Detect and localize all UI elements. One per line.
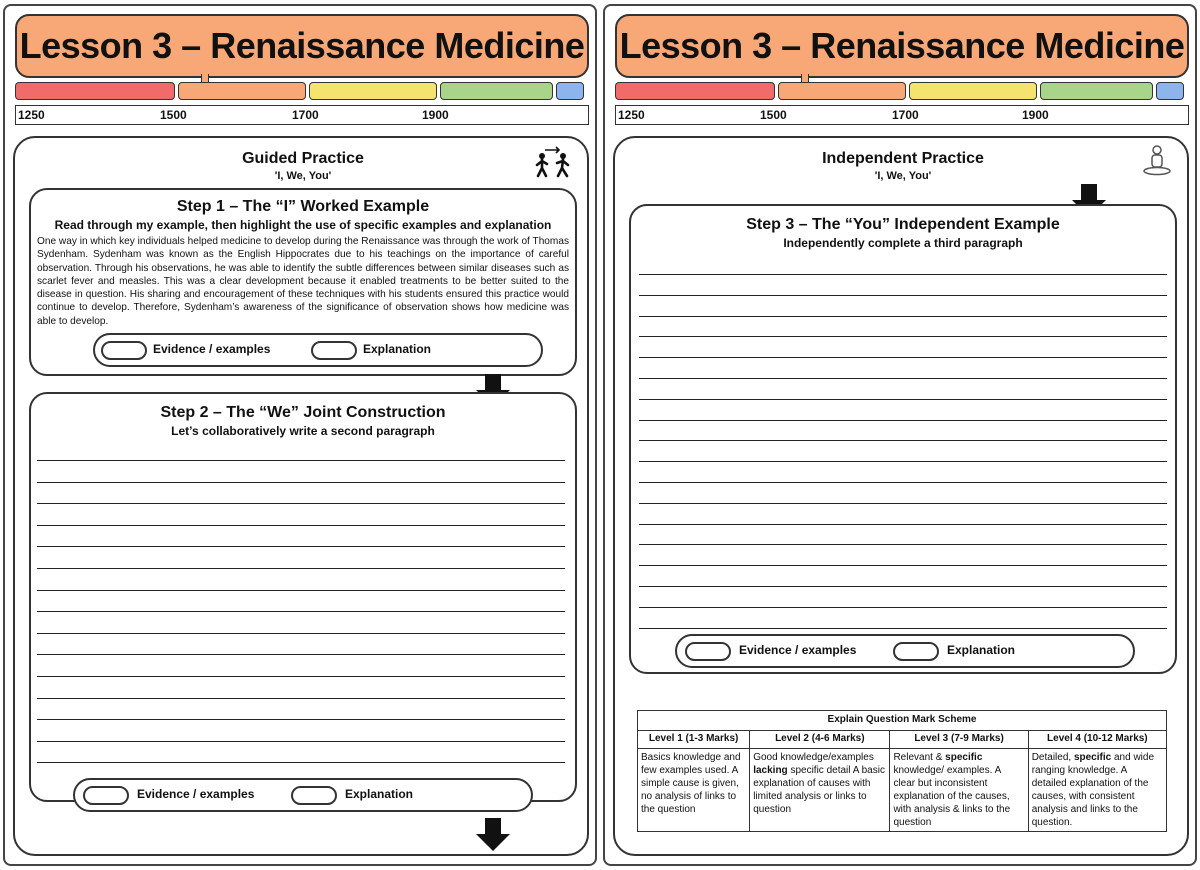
writing-line[interactable] (37, 654, 565, 655)
writing-line[interactable] (37, 460, 565, 461)
step2-title: Step 2 – The “We” Joint Construction (160, 404, 446, 421)
highlight-key (675, 634, 1135, 668)
mark-scheme-level-heading: Level 3 (7-9 Marks) (890, 731, 1028, 749)
lesson-title: Lesson 3 – Renaissance Medicine (19, 25, 585, 66)
mark-scheme-level-descriptor: Detailed, specific and wide ranging knowledge. A detailed explanation of the causes, with consistent analysis and links to the question. (1028, 749, 1166, 832)
explanation-highlight-swatch[interactable] (291, 786, 337, 805)
era-bar-yellow (909, 82, 1037, 100)
writing-line[interactable] (37, 525, 565, 526)
lesson-title-banner (615, 14, 1189, 78)
writing-line[interactable] (37, 719, 565, 720)
timeline-label: 1250 (618, 108, 645, 122)
era-bar-yellow (309, 82, 437, 100)
timeline-label: 1700 (892, 108, 919, 122)
writing-line[interactable] (639, 440, 1167, 441)
mark-scheme-level-descriptor: Relevant & specific knowledge/ examples. A clear but inconsistent explanation of the causes, with analysis & links to the question (890, 749, 1028, 832)
highlight-key (93, 333, 543, 367)
era-bar-green (1040, 82, 1153, 100)
evidence-highlight-swatch[interactable] (685, 642, 731, 661)
section-title: Independent Practice (822, 150, 984, 167)
guided-practice-panel (13, 136, 589, 856)
writing-line[interactable] (639, 524, 1167, 525)
evidence-label: Evidence / examples (153, 342, 271, 356)
writing-line[interactable] (639, 316, 1167, 317)
evidence-highlight-swatch[interactable] (101, 341, 147, 360)
mark-scheme-level-descriptor: Basics knowledge and few examples used. A simple cause is given, no analysis of links to the question (638, 749, 750, 832)
independent-practice-page (603, 4, 1197, 866)
mark-scheme-level-heading: Level 1 (1-3 Marks) (638, 731, 750, 749)
step3-independent-example (629, 204, 1177, 674)
era-bar-blue (1156, 82, 1184, 100)
writing-line[interactable] (639, 607, 1167, 608)
mark-scheme-level-heading: Level 2 (4-6 Marks) (750, 731, 890, 749)
timeline (15, 105, 589, 125)
writing-line[interactable] (639, 628, 1167, 629)
writing-line[interactable] (639, 399, 1167, 400)
writing-line[interactable] (37, 568, 565, 569)
timeline-label: 1250 (18, 108, 45, 122)
writing-line[interactable] (37, 503, 565, 504)
section-subtitle: 'I, We, You' (274, 170, 332, 182)
writing-line[interactable] (639, 461, 1167, 462)
step1-worked-example (29, 188, 577, 376)
writing-line[interactable] (37, 762, 565, 763)
writing-line[interactable] (639, 274, 1167, 275)
timeline-label: 1500 (760, 108, 787, 122)
step1-title: Step 1 – The “I” Worked Example (176, 198, 430, 215)
explanation-highlight-swatch[interactable] (893, 642, 939, 661)
guided-practice-page (3, 4, 597, 866)
mark-scheme-level-descriptor: Good knowledge/examples lacking specific detail A basic explanation of causes with limited analysis or links to question (750, 749, 890, 832)
writing-line[interactable] (37, 676, 565, 677)
lesson-title: Lesson 3 – Renaissance Medicine (619, 25, 1185, 66)
down-arrow-icon (475, 818, 511, 852)
era-bar-blue (556, 82, 584, 100)
writing-line[interactable] (639, 503, 1167, 504)
worked-example-paragraph[interactable]: One way in which key individuals helped medicine to develop during the Renaissance was through the work of Thomas Sydenham. Sydenham was known as the English Hippocrates due to his teachings on the importance of careful observation. Through his observations, he was able to identify the subtle differences between similar diseases such as scarlet fever and measles. This was a clear development because it enabled treatments to be better suited to the disease in question. His sharing and encouragement of these techniques with his students ensured this practice would continue to develop. Therefore, Sydenham’s awareness of the significance of observation shows how medicine was able to develop. (37, 236, 569, 327)
evidence-label: Evidence / examples (739, 643, 857, 657)
section-title: Guided Practice (242, 150, 364, 167)
era-bar-red (15, 82, 175, 100)
writing-line[interactable] (639, 565, 1167, 566)
writing-line[interactable] (639, 586, 1167, 587)
writing-line[interactable] (639, 357, 1167, 358)
writing-line[interactable] (37, 741, 565, 742)
writing-line[interactable] (639, 378, 1167, 379)
era-bar-red (615, 82, 775, 100)
section-subtitle: 'I, We, You' (874, 170, 932, 182)
timeline-label: 1900 (422, 108, 449, 122)
explanation-label: Explanation (947, 643, 1016, 657)
timeline (615, 105, 1189, 125)
explanation-label: Explanation (363, 342, 432, 356)
writing-line[interactable] (639, 295, 1167, 296)
writing-line[interactable] (639, 336, 1167, 337)
writing-line[interactable] (37, 590, 565, 591)
highlight-key (73, 778, 533, 812)
writing-line[interactable] (37, 546, 565, 547)
timeline-label: 1900 (1022, 108, 1049, 122)
writing-line[interactable] (37, 482, 565, 483)
step2-instruction: Let’s collaboratively write a second paragraph (171, 424, 435, 438)
explanation-highlight-swatch[interactable] (311, 341, 357, 360)
step1-instruction: Read through my example, then highlight the use of specific examples and explanation (54, 218, 552, 232)
evidence-highlight-swatch[interactable] (83, 786, 129, 805)
era-bar-orange (778, 82, 906, 100)
people-pointing-icon (533, 144, 573, 178)
step3-title: Step 3 – The “You” Independent Example (746, 216, 1060, 233)
mark-scheme-level-heading: Level 4 (10-12 Marks) (1028, 731, 1166, 749)
person-standing-icon (1141, 144, 1173, 176)
writing-line[interactable] (639, 544, 1167, 545)
timeline-label: 1700 (292, 108, 319, 122)
evidence-label: Evidence / examples (137, 787, 255, 801)
writing-line[interactable] (37, 611, 565, 612)
era-bar-green (440, 82, 553, 100)
writing-line[interactable] (37, 698, 565, 699)
explanation-label: Explanation (345, 787, 414, 801)
step2-joint-construction (29, 392, 577, 802)
writing-line[interactable] (37, 633, 565, 634)
step3-instruction: Independently complete a third paragraph (783, 236, 1023, 250)
writing-line[interactable] (639, 482, 1167, 483)
timeline-label: 1500 (160, 108, 187, 122)
writing-line[interactable] (639, 420, 1167, 421)
era-bar-orange (178, 82, 306, 100)
mark-scheme-caption: Explain Question Mark Scheme (638, 711, 1167, 731)
lesson-title-banner (15, 14, 589, 78)
mark-scheme-table (637, 710, 1167, 832)
